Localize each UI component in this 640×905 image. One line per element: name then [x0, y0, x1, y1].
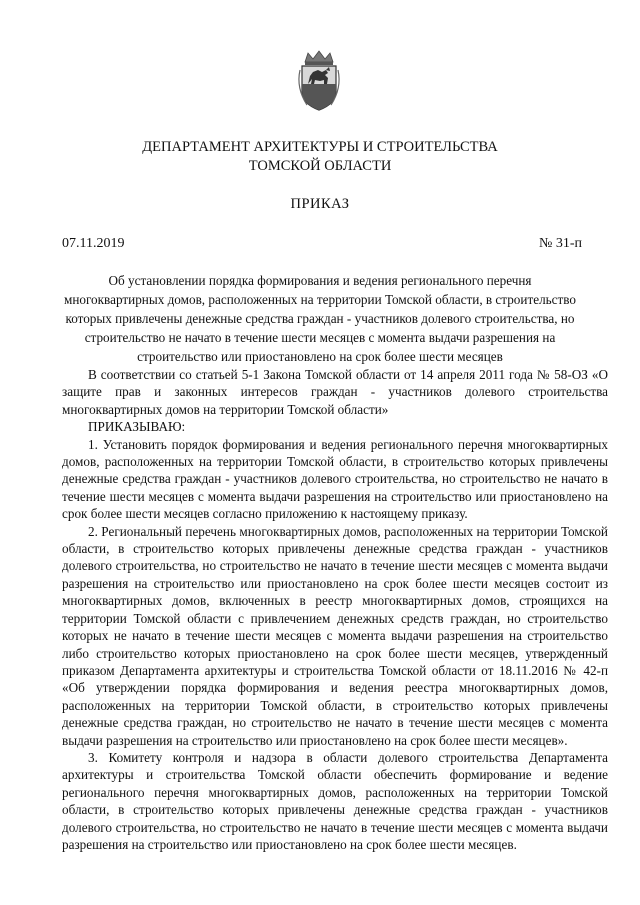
document-type: ПРИКАЗ — [290, 196, 350, 212]
order-item-3: 3. Комитету контроля и надзора в области долевого строительства Департамента архитектуры и строительства Томской области обеспечить формирование и ведение регионального перечня многоквартирных домов, расположенных на территории Томской области, в строительство которых привлечены денежные средства граждан - участников долевого строительства, но строительство не начато в течение шести месяцев с момента выдачи разрешения на строительство или приостановлено на срок более шести месяцев. — [62, 749, 608, 852]
subject-line: Об установлении порядка формирования и ведения регионального перечня — [108, 273, 532, 288]
order-item-2: 2. Региональный перечень многоквартирных домов, расположенных на территории Томской области, в строительство которых привлечены денежные средства граждан - участников долевого строительства, но строительство не начато в течение шести месяцев с момента выдачи разрешения на строительство или приостановлено на срок более шести месяцев состоит из многоквартирных домов, включенных в реестр многоквартирных домов, строящихся на территории Томской области с привлечением денежных средств граждан, но строительство которых не начато в течение шести месяцев с момента выдачи разрешения на строительство либо строительство которых приостановлено на срок более шести месяцев, утвержденный приказом Департамента архитектуры и строительства Томской области от 18.11.2016 № 42-п «Об утверждении порядка формирования и ведения реестра многоквартирных домов, расположенных на территории Томской области, в строительство которых привлечены денежные средства граждан, но строительство не начато в течение шести месяцев с момента выдачи разрешения на строительство или приостановлено на срок более шести месяцев». — [62, 523, 608, 748]
order-item-1: 1. Установить порядок формирования и ведения регионального перечня многоквартирных домов, расположенных на территории Томской области, в строительство которых привлечены денежные средства граждан - участников долевого строительства, но строительство не начато в течение шести месяцев с момента выдачи разрешения на строительство или приостановлено на срок более шести месяцев согласно приложению к настоящему приказу. — [62, 436, 608, 522]
document-subject — [0, 271, 640, 366]
preamble-paragraph: В соответствии со статьей 5-1 Закона Томской области от 14 апреля 2011 года № 58-ОЗ «О защите прав и законных интересов граждан - участников долевого строительства многоквартирных домов на территории Томской области» — [62, 367, 608, 417]
subject-line: строительство или приостановлено на срок более шести месяцев — [137, 349, 503, 364]
document-date: 07.11.2019 — [62, 236, 125, 251]
document-body — [62, 366, 608, 853]
department-name — [0, 138, 640, 176]
subject-line: которых привлечены денежные средства граждан - участников долевого строительства, но — [65, 311, 575, 326]
coat-of-arms-icon — [295, 50, 343, 112]
subject-line: строительство не начато в течение шести месяцев с момента выдачи разрешения на — [84, 330, 556, 345]
department-line-1: ДЕПАРТАМЕНТ АРХИТЕКТУРЫ И СТРОИТЕЛЬСТВА — [142, 139, 498, 155]
department-line-2: ТОМСКОЙ ОБЛАСТИ — [248, 158, 392, 174]
document-number: № 31-п — [538, 236, 582, 251]
order-heading: ПРИКАЗЫВАЮ: — [88, 419, 186, 435]
subject-line: многоквартирных домов, расположенных на территории Томской области, в строительство — [63, 292, 577, 307]
